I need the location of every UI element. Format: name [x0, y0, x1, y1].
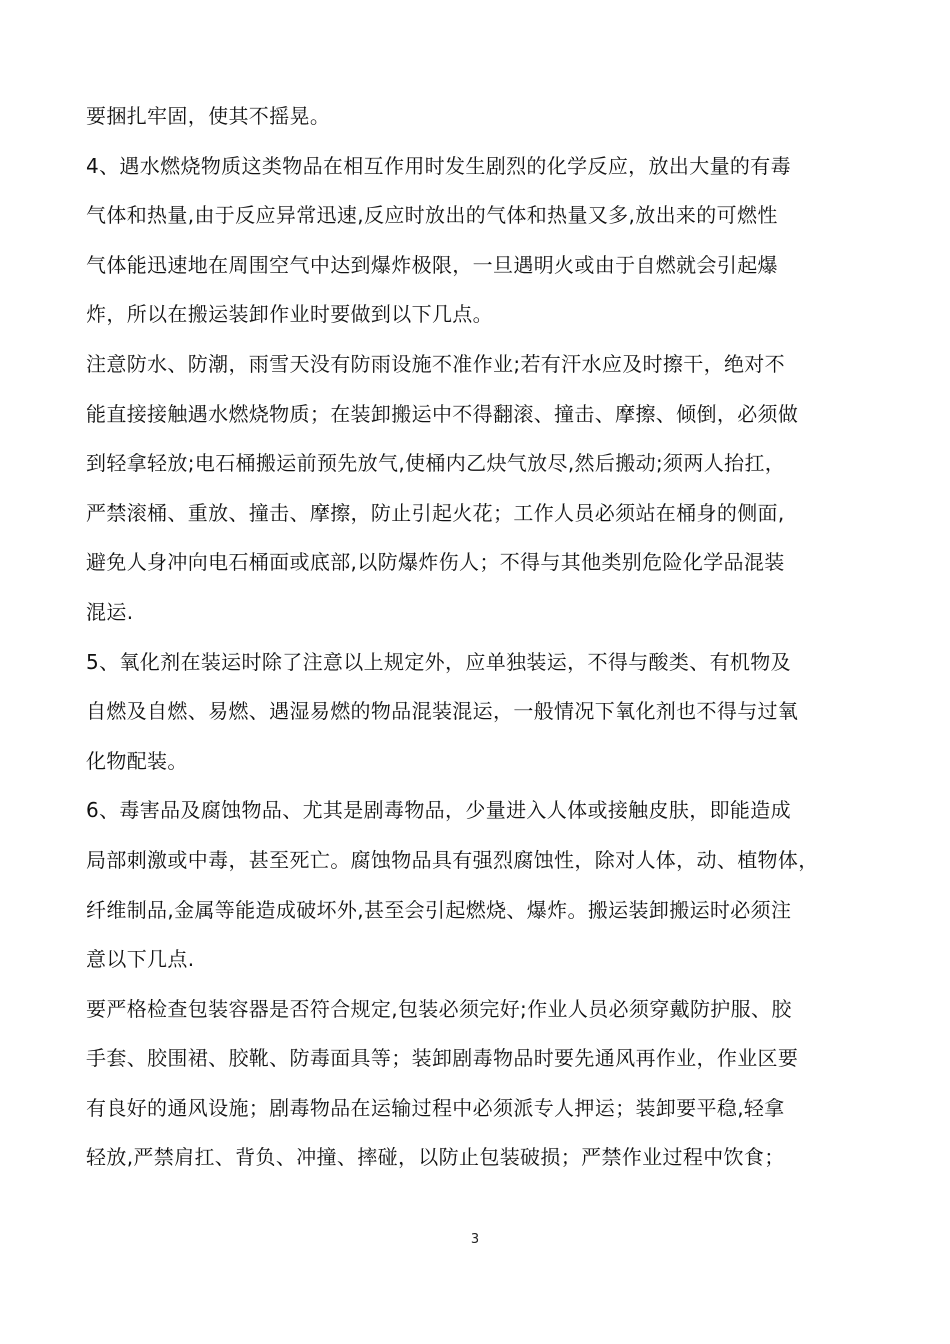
text-line: 到轻拿轻放;电石桶搬运前预先放气,使桶内乙炔气放尽,然后搬动;须两人抬扛， — [86, 451, 786, 476]
text-line: 5、氧化剂在装运时除了注意以上规定外，应单独装运，不得与酸类、有机物及 — [86, 649, 791, 674]
text-line: 有良好的通风设施；剧毒物品在运输过程中必须派专人押运；装卸要平稳,轻拿 — [86, 1095, 785, 1120]
document-body — [86, 104, 878, 1195]
text-line: 意以下几点. — [86, 947, 195, 972]
text-line: 手套、胶围裙、胶靴、防毒面具等；装卸剧毒物品时要先通风再作业，作业区要 — [86, 1046, 799, 1071]
text-line: 6、毒害品及腐蚀物品、尤其是剧毒物品，少量进入人体或接触皮肤，即能造成 — [86, 798, 791, 823]
text-line: 化物配装。 — [86, 748, 188, 773]
text-line: 纤维制品,金属等能造成破坏外,甚至会引起燃烧、爆炸。搬运装卸搬运时必须注 — [86, 897, 792, 922]
text-line: 混运. — [86, 599, 134, 624]
text-line: 能直接接触遇水燃烧物质；在装卸搬运中不得翻滚、撞击、摩擦、倾倒，必须做 — [86, 401, 799, 426]
text-line: 严禁滚桶、重放、撞击、摩擦，防止引起火花；工作人员必须站在桶身的侧面, — [86, 500, 785, 525]
text-line: 4、遇水燃烧物质这类物品在相互作用时发生剧烈的化学反应，放出大量的有毒 — [86, 153, 791, 178]
text-line: 要捆扎牢固，使其不摇晃。 — [86, 104, 331, 128]
text-line: 气体和热量,由于反应异常迅速,反应时放出的气体和热量又多,放出来的可燃性 — [86, 203, 778, 228]
text-line: 要严格检查包装容器是否符合规定,包装必须完好;作业人员必须穿戴防护服、胶 — [86, 996, 792, 1021]
text-line: 轻放,严禁肩扛、背负、冲撞、摔碰，以防止包装破损；严禁作业过程中饮食； — [86, 1145, 785, 1170]
text-line: 自燃及自燃、易燃、遇湿易燃的物品混装混运，一般情况下氧化剂也不得与过氧 — [86, 699, 799, 724]
page-number: 3 — [470, 1232, 480, 1247]
text-line: 局部刺激或中毒，甚至死亡。腐蚀物品具有强烈腐蚀性，除对人体，动、植物体， — [86, 847, 819, 872]
text-line: 避免人身冲向电石桶面或底部,以防爆炸伤人；不得与其他类别危险化学品混装 — [86, 550, 785, 575]
text-line: 气体能迅速地在周围空气中达到爆炸极限，一旦遇明火或由于自燃就会引起爆 — [86, 252, 778, 277]
text-line: 炸，所以在搬运装卸作业时要做到以下几点。 — [86, 302, 493, 327]
text-line: 注意防水、防潮，雨雪天没有防雨设施不准作业;若有汗水应及时擦干，绝对不 — [86, 351, 785, 376]
